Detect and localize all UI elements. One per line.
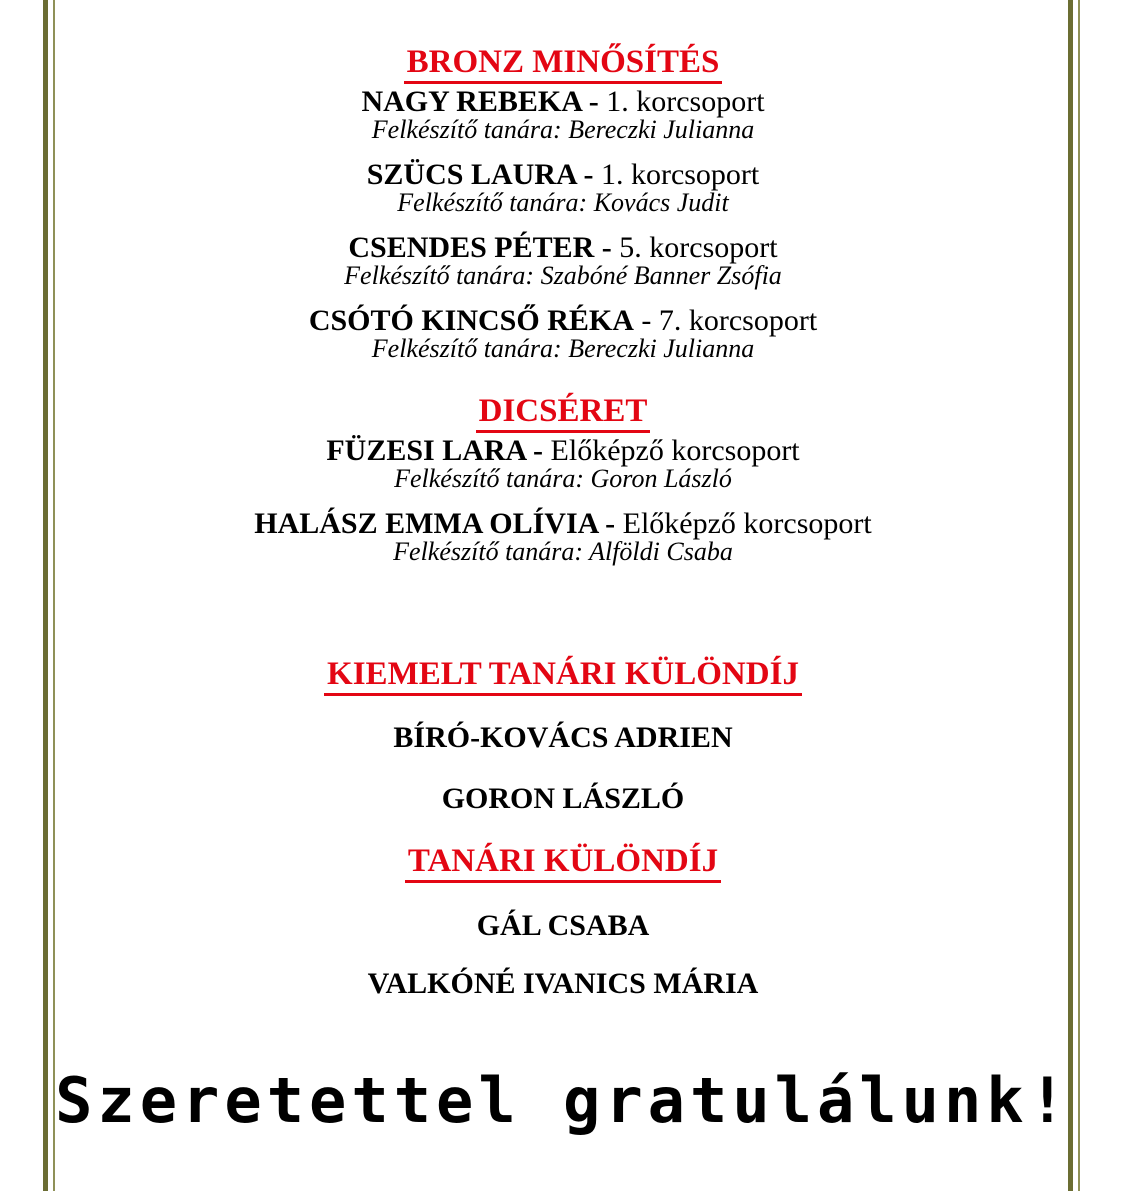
entry-name-category: 5. korcsoport — [611, 231, 778, 264]
congrats-text: Szeretettel gratulálunk! — [55, 1064, 1071, 1137]
entry — [326, 436, 799, 493]
teacher-line: Felkészítő tanára: Bereczki Julianna — [371, 334, 755, 363]
entry-name — [326, 436, 799, 465]
entry-name-bold: CSENDES PÉTER - — [348, 231, 612, 264]
award-name: GORON LÁSZLÓ — [441, 782, 685, 815]
entry-name-bold: NAGY REBEKA - — [361, 85, 599, 118]
entry-name-bold: CSÓTÓ KINCSŐ RÉKA — [308, 304, 634, 337]
entry-name — [361, 87, 764, 116]
teacher-line: Felkészítő tanára: Bereczki Julianna — [371, 115, 755, 144]
teacher-line: Felkészítő tanára: Kovács Judit — [397, 188, 729, 217]
page-border-left-outer — [43, 0, 48, 1191]
award-name: BÍRÓ-KOVÁCS ADRIEN — [393, 721, 733, 754]
teacher-line: Felkészítő tanára: Szabóné Banner Zsófia — [344, 261, 782, 290]
section-heading-bronz: BRONZ MINŐSÍTÉS — [404, 46, 723, 84]
entry-name-bold: FÜZESI LARA - — [326, 434, 544, 467]
award-name: GÁL CSABA — [476, 909, 650, 942]
section-heading-dicseret: DICSÉRET — [476, 395, 651, 433]
entry-name-category: 1. korcsoport — [593, 158, 760, 191]
entry-name-category: Előképző korcsoport — [543, 434, 800, 467]
entry — [309, 306, 817, 363]
entry-name-bold: SZÜCS LAURA - — [366, 158, 594, 191]
entry-name-category: 1. korcsoport — [598, 85, 765, 118]
entry — [254, 509, 872, 566]
page-border-right-inner — [1078, 0, 1080, 1191]
section-heading-kiemelt-tanari-kulondij: KIEMELT TANÁRI KÜLÖNDÍJ — [324, 658, 802, 696]
entry-name — [367, 160, 760, 189]
section-heading-tanari-kulondij: TANÁRI KÜLÖNDÍJ — [405, 845, 721, 883]
entry-name-bold: HALÁSZ EMMA OLÍVIA - — [254, 507, 616, 540]
entry-name-category: - 7. korcsoport — [633, 304, 818, 337]
content-area — [55, 0, 1071, 1137]
entry — [367, 160, 760, 217]
page-border-left-inner — [53, 0, 55, 1191]
award-name: VALKÓNÉ IVANICS MÁRIA — [367, 967, 759, 1000]
entry-name — [309, 306, 817, 335]
entry-name-category: Előképző korcsoport — [615, 507, 872, 540]
entry — [344, 233, 782, 290]
teacher-line: Felkészítő tanára: Alföldi Csaba — [393, 537, 733, 566]
entry-name — [344, 233, 782, 262]
page-border-right-outer — [1068, 0, 1073, 1191]
entry-name — [254, 509, 872, 538]
entry — [361, 87, 764, 144]
teacher-line: Felkészítő tanára: Goron László — [394, 464, 732, 493]
